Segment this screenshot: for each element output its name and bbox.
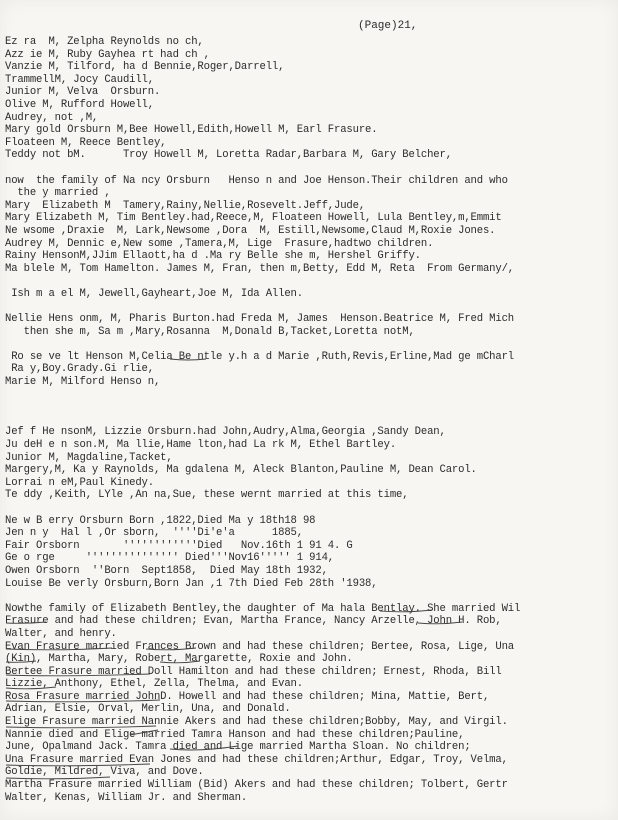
text-line: Evan Frasure married Frances Brown and had these children; Bertee, Rosa, Lige, Una <box>5 640 514 653</box>
text-line <box>5 275 618 288</box>
text-line: Teddy not bM. Troy Howell M, Loretta Radar,Barbara M, Gary Belcher, <box>5 149 452 162</box>
text-line <box>5 502 618 515</box>
text-line: Ju deH e n son.M, Ma llie,Hame lton,had La rk M, Ethel Bartley. <box>5 439 397 451</box>
text-line: Goldie, Mildred, Viva, and Dove. <box>5 766 204 779</box>
text-line: Ish m a el M, Jewell,Gayheart,Joe M, Ida Allen. <box>5 287 303 300</box>
text-line: Ne wsome ,Draxie M, Lark,Newsome ,Dora M, Estill,Newsome,Claud M,Roxie Jones. <box>5 224 496 237</box>
text-line: Vanzie M, Tilford, ha d Bennie,Roger,Darrell, <box>5 61 285 74</box>
text-line: Fair Orsborn ''''''''''''Died Nov.16th 1 91 4. G <box>5 539 353 552</box>
text-line: Lizzie, Anthony, Ethel, Zella, Thelma, and Evan. <box>5 678 303 691</box>
text-line <box>5 590 618 603</box>
text-line <box>5 414 618 427</box>
text-line: Ra y,Boy.Grady.Gi rlie, <box>5 363 154 376</box>
text-line: Ez ra M, Zelpha Reynolds no ch, <box>5 36 204 48</box>
text-line: Walter, Kenas, William Jr. and Sherman. <box>5 791 248 804</box>
text-line: Elige Frasure married Nannie Akers and had these children;Bobby, May, and Virgil. <box>5 716 508 729</box>
text-line: Una Frasure married Evan Jones and had these children;Arthur, Edgar, Troy, Velma, <box>5 753 508 766</box>
text-line: Frasure and had these children; Evan, Martha France, Nancy Arzelle, John H. Rob, <box>5 615 502 628</box>
text-line: Mary Elizabeth M, Tim Bentley.had,Reece,M, Floateen Howell, Lula Bentley,m,Emmit <box>5 212 502 225</box>
text-line: (Kin), Martha, Mary, Robert, Margarette, Roxie and John. <box>5 653 353 666</box>
text-line: Adrian, Elsie, Orval, Merlin, Una, and Donald. <box>5 703 291 716</box>
text-line: then she m, Sa m ,Mary,Rosanna M,Donald B,Tacket,Loretta notM, <box>5 325 415 338</box>
text-line: Te ddy ,Keith, LYle ,An na,Sue, these wernt married at this time, <box>5 489 409 502</box>
text-line: Rosa Frasure married JohnD. Howell and had these children; Mina, Mattie, Bert, <box>5 690 490 703</box>
text-line: now the family of Na ncy Orsburn Henso n and Joe Henson.Their children and who <box>5 174 508 187</box>
text-line: Louise Be verly Orsburn,Born Jan ,1 7th Died Feb 28th '1938, <box>5 577 378 590</box>
text-line: June, Opalmand Jack. Tamra died and Lige married Martha Sloan. No children; <box>5 741 471 754</box>
page-number: (Page)21, <box>358 20 418 32</box>
text-line: Mary gold Orsburn M,Bee Howell,Edith,Howell M, Earl Frasure. <box>5 124 378 137</box>
text-line: Ma blele M, Tom Hamelton. James M, Fran, then m,Betty, Edd M, Reta From Germany/, <box>5 262 514 275</box>
text-line: TrammellM, Jocy Caudill, <box>5 73 154 86</box>
text-line: Mary Elizabeth M Tamery,Rainy,Nellie,Rosevelt.Jeff,Jude, <box>5 199 366 212</box>
text-line: Marie M, Milford Henso n, <box>5 376 161 389</box>
text-line: the y married , <box>5 187 111 200</box>
text-line: Rainy HensonM,JJim Ellaott,ha d .Ma ry Belle she m, Hershel Griffy. <box>5 250 421 263</box>
text-line: Jen n y Hal l ,Or sborn, ''''Di'e'a 1885, <box>5 527 303 540</box>
text-line: Owen Orsborn ''Born Sept1858, Died May 18th 1932, <box>5 564 328 577</box>
text-line: Nowthe family of Elizabeth Bentley,the daughter of Ma hala Bentlay. She married Wil <box>5 602 521 615</box>
typed-text-body <box>5 36 618 804</box>
text-line <box>5 338 618 351</box>
text-line <box>5 401 618 414</box>
text-line <box>5 389 618 402</box>
text-line: Jef f He nsonM, Lizzie Orsburn.had John,Audry,Alma,Georgia ,Sandy Dean, <box>5 426 446 439</box>
text-line: Ne w B erry Orsburn Born ,1822,Died Ma y 18th18 98 <box>5 514 316 527</box>
text-line: Audrey M, Dennic e,New some ,Tamera,M, Lige Frasure,hadtwo children. <box>5 237 434 250</box>
text-line: Bertee Frasure married Doll Hamilton and had these children; Ernest, Rhoda, Bill <box>5 665 502 678</box>
text-line: Olive M, Rufford Howell, <box>5 98 154 111</box>
text-line: Nellie Hens onm, M, Pharis Burton.had Freda M, James Henson.Beatrice M, Fred Mich <box>5 313 514 326</box>
text-line: Junior M, Magdaline,Tacket, <box>5 451 173 464</box>
text-line: Ge o rge ''''''''''''''' Died'''Nov16''''' 1 914, <box>5 552 334 565</box>
text-line: Floateen M, Reece Bentley, <box>5 136 167 149</box>
text-line: Junior M, Velva Orsburn. <box>5 86 161 99</box>
text-line: Azz ie M, Ruby Gayhea rt had ch , <box>5 48 210 61</box>
text-line: Lorrai n eM,Paul Kinedy. <box>5 476 154 489</box>
text-line: Nannie died and Elige married Tamra Hanson and had these children;Pauline, <box>5 728 465 741</box>
text-line <box>5 162 618 175</box>
text-line: Martha Frasure married William (Bid) Akers and had these children; Tolbert, Gertr <box>5 779 508 792</box>
text-line <box>5 300 618 313</box>
text-line: Ro se ve lt Henson M,Celia Be ntle y.h a d Marie ,Ruth,Revis,Erline,Mad ge mCharl <box>5 350 514 363</box>
text-line: Audrey, not ,M, <box>5 111 99 124</box>
text-line: Walter, and henry. <box>5 627 117 640</box>
text-line: Margery,M, Ka y Raynolds, Ma gdalena M, Aleck Blanton,Pauline M, Dean Carol. <box>5 464 477 477</box>
